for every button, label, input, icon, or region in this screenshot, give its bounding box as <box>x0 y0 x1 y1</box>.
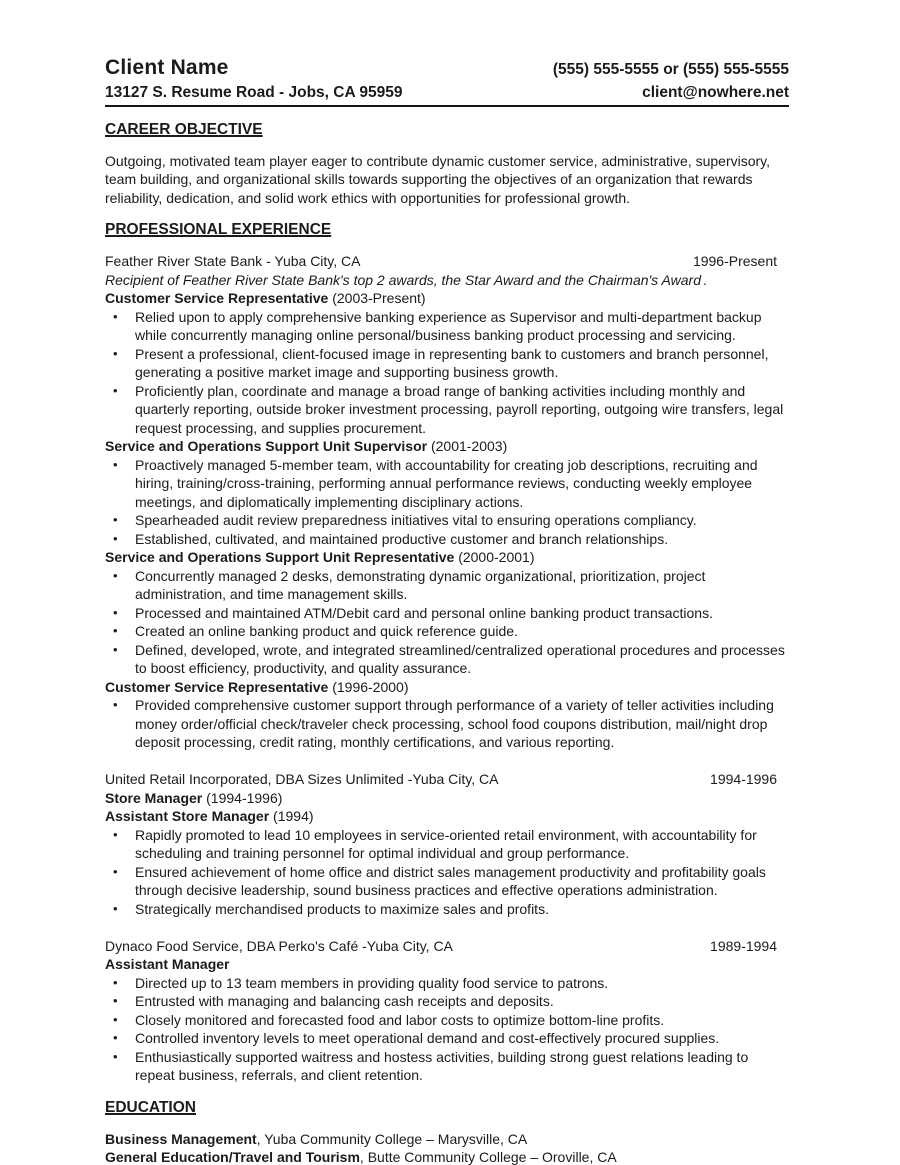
company-line <box>105 937 789 956</box>
email: client@nowhere.net <box>642 84 789 101</box>
bullet-icon: • <box>113 567 118 583</box>
bullet-text: Present a professional, client-focused image in representing bank to customers and branch personnel, generating a positive market image and supporting business growth. <box>135 345 769 380</box>
phone-numbers: (555) 555-5555 or (555) 555-5555 <box>552 61 789 78</box>
bullet-item <box>105 622 789 641</box>
degree-name: General Education/Travel and Tourism <box>105 1149 360 1165</box>
company-name: Dynaco Food Service, DBA Perko's Café -Yuba City, CA <box>105 937 453 954</box>
bullet-text: Ensured achievement of home office and district sales management productivity and profitability goals through decisive leadership, sound business practices and effective operations administration. <box>135 863 766 898</box>
award-note: Recipient of Feather River State Bank's top 2 awards, the Star Award and the Chairman's Award <box>105 271 701 288</box>
job-dates: (1994-1996) <box>202 789 283 806</box>
bullet-icon: • <box>113 993 118 1008</box>
name-phone-line <box>105 55 789 83</box>
bullet-item <box>105 308 789 345</box>
bullet-text: Controlled inventory levels to meet operational demand and cost-effectively procured supplies. <box>135 1030 720 1046</box>
experience-heading: PROFESSIONAL EXPERIENCE <box>105 221 332 238</box>
job-title-line <box>105 289 789 308</box>
bullet-text: Proactively managed 5-member team, with accountability for creating job descriptions, recruiting and hiring, training/cross-training, performing annual performance reviews, conducting weekly employee meetings, and diplomatically implementing disciplinary actions. <box>135 456 758 510</box>
education-section <box>105 1098 789 1165</box>
bullet-item <box>105 1029 789 1048</box>
job-title: Customer Service Representative <box>105 290 329 306</box>
bullet-icon: • <box>113 456 118 472</box>
bullet-item <box>105 530 789 549</box>
job-dates: (2001-2003) <box>427 438 508 454</box>
bullet-text: Established, cultivated, and maintained productive customer and branch relationships. <box>135 530 669 547</box>
bullet-item <box>105 826 789 863</box>
employment-dates: 1996-Present <box>692 253 777 269</box>
job-title: Assistant Store Manager <box>105 808 270 824</box>
bullet-icon: • <box>113 1048 118 1064</box>
job-title-line <box>105 678 789 697</box>
education-heading: EDUCATION <box>105 1098 196 1116</box>
job-title-line <box>105 548 789 567</box>
bullet-icon: • <box>113 345 118 361</box>
bullet-item <box>105 900 789 919</box>
education-entry <box>105 1130 789 1149</box>
company-line <box>105 770 789 789</box>
bullet-item <box>105 456 789 512</box>
experience-section <box>105 220 789 1085</box>
bullet-text: Directed up to 13 team members in providing quality food service to patrons. <box>135 974 609 991</box>
education-entry <box>105 1148 789 1165</box>
job-title-line <box>105 955 789 974</box>
resume-content <box>105 55 789 1165</box>
job-title: Customer Service Representative <box>105 678 329 695</box>
job-title-line <box>105 807 789 826</box>
company-name: United Retail Incorporated, DBA Sizes Unlimited -Yuba City, CA <box>105 771 499 787</box>
employment-dates: 1994-1996 <box>710 771 777 787</box>
bullet-icon: • <box>113 604 118 620</box>
resume-header <box>105 55 789 107</box>
bullet-text: Provided comprehensive customer support through performance of a variety of teller activities including money order/official check/traveler check processing, school food coupons distribution, mail/night drop deposit processing, credit rating, monthly certifications, and various reporting. <box>135 697 774 750</box>
job-title-line <box>105 789 789 808</box>
job-dates: (1994) <box>269 808 314 824</box>
career-objective-heading: CAREER OBJECTIVE <box>105 120 263 138</box>
bullet-icon: • <box>113 1011 118 1027</box>
bullet-icon: • <box>113 512 118 527</box>
career-objective-text: Outgoing, motivated team player eager to contribute dynamic customer service, administrative, supervisory, team building, and organizational skills towards supporting the objectives of an organization that rewards reliability, dedication, and solid work ethics with opportunities for professional growth. <box>105 152 771 206</box>
bullet-text: Concurrently managed 2 desks, demonstrating dynamic organizational, prioritization, project administration, and time management skills. <box>135 567 706 602</box>
award-note-period: . <box>702 271 707 288</box>
job-dates: (2003-Present) <box>328 290 426 306</box>
bullet-text: Created an online banking product and quick reference guide. <box>135 623 518 639</box>
bullet-icon: • <box>113 900 118 916</box>
employer-block <box>105 937 789 1085</box>
bullet-icon: • <box>113 863 118 879</box>
bullet-item <box>105 345 789 382</box>
bullet-icon: • <box>113 641 118 657</box>
bullet-text: Enthusiastically supported waitress and hostess activities, building strong guest relations leading to repeat business, referrals, and client retention. <box>135 1048 749 1083</box>
employer-block <box>105 770 789 918</box>
bullet-icon: • <box>113 1030 118 1045</box>
bullet-text: Closely monitored and forecasted food and labor costs to optimize bottom-line profits. <box>135 1011 665 1028</box>
education-list <box>105 1130 789 1165</box>
award-note-line <box>105 271 789 290</box>
client-name: Client Name <box>105 56 229 79</box>
bullet-icon: • <box>113 530 118 546</box>
degree-name: Business Management <box>105 1130 257 1147</box>
bullet-item <box>105 604 789 623</box>
bullet-item <box>105 511 789 530</box>
job-title-line <box>105 437 789 456</box>
bullet-text: Strategically merchandised products to maximize sales and profits. <box>135 900 549 917</box>
bullet-item <box>105 1048 789 1085</box>
school-info: , Butte Community College – Oroville, CA <box>359 1149 617 1165</box>
bullet-text: Proficiently plan, coordinate and manage a broad range of banking activities including monthly and quarterly reporting, outside broker investment processing, payroll reporting, outgoing wire transfers, legal request processing, and supplies procurement. <box>135 382 784 436</box>
school-info: , Yuba Community College – Marysville, CA <box>256 1130 528 1147</box>
career-objective-section <box>105 120 789 208</box>
bullet-item <box>105 1011 789 1030</box>
bullet-icon: • <box>113 308 118 324</box>
job-title: Service and Operations Support Unit Supervisor <box>105 438 428 454</box>
bullet-icon: • <box>113 623 118 638</box>
bullet-text: Entrusted with managing and balancing cash receipts and deposits. <box>135 993 554 1009</box>
bullet-text: Rapidly promoted to lead 10 employees in service-oriented retail environment, with accountability for scheduling and training personnel for optimal individual and group performance. <box>135 826 757 861</box>
job-title: Assistant Manager <box>105 956 230 972</box>
company-line <box>105 252 789 271</box>
bullet-text: Processed and maintained ATM/Debit card and personal online banking product transactions. <box>135 604 713 621</box>
address: 13127 S. Resume Road - Jobs, CA 95959 <box>105 84 403 101</box>
bullet-item <box>105 567 789 604</box>
bullet-item <box>105 696 789 752</box>
bullet-icon: • <box>113 382 118 398</box>
job-title: Store Manager <box>105 789 203 806</box>
company-name: Feather River State Bank - Yuba City, CA <box>105 253 361 269</box>
job-title: Service and Operations Support Unit Representative <box>105 549 455 565</box>
bullet-text: Spearheaded audit review preparedness initiatives vital to ensuring operations compliancy. <box>135 512 697 528</box>
employer-block <box>105 252 789 752</box>
bullet-text: Defined, developed, wrote, and integrated streamlined/centralized operational procedures and processes to boost efficiency, productivity, and quality assurance. <box>135 641 785 676</box>
bullet-item <box>105 863 789 900</box>
bullet-text: Relied upon to apply comprehensive banking experience as Supervisor and multi-department backup while concurrently managing online personal/business banking product processing and servicing. <box>135 308 762 343</box>
bullet-icon: • <box>113 826 118 842</box>
bullet-item <box>105 641 789 678</box>
job-dates: (1996-2000) <box>328 678 409 695</box>
employment-dates: 1989-1994 <box>710 937 777 954</box>
bullet-icon: • <box>113 697 118 712</box>
bullet-item <box>105 382 789 438</box>
bullet-item <box>105 992 789 1011</box>
job-dates: (2000-2001) <box>454 549 535 565</box>
employer-list <box>105 252 789 1085</box>
contact-line <box>105 84 789 107</box>
bullet-icon: • <box>113 974 118 990</box>
bullet-item <box>105 974 789 993</box>
